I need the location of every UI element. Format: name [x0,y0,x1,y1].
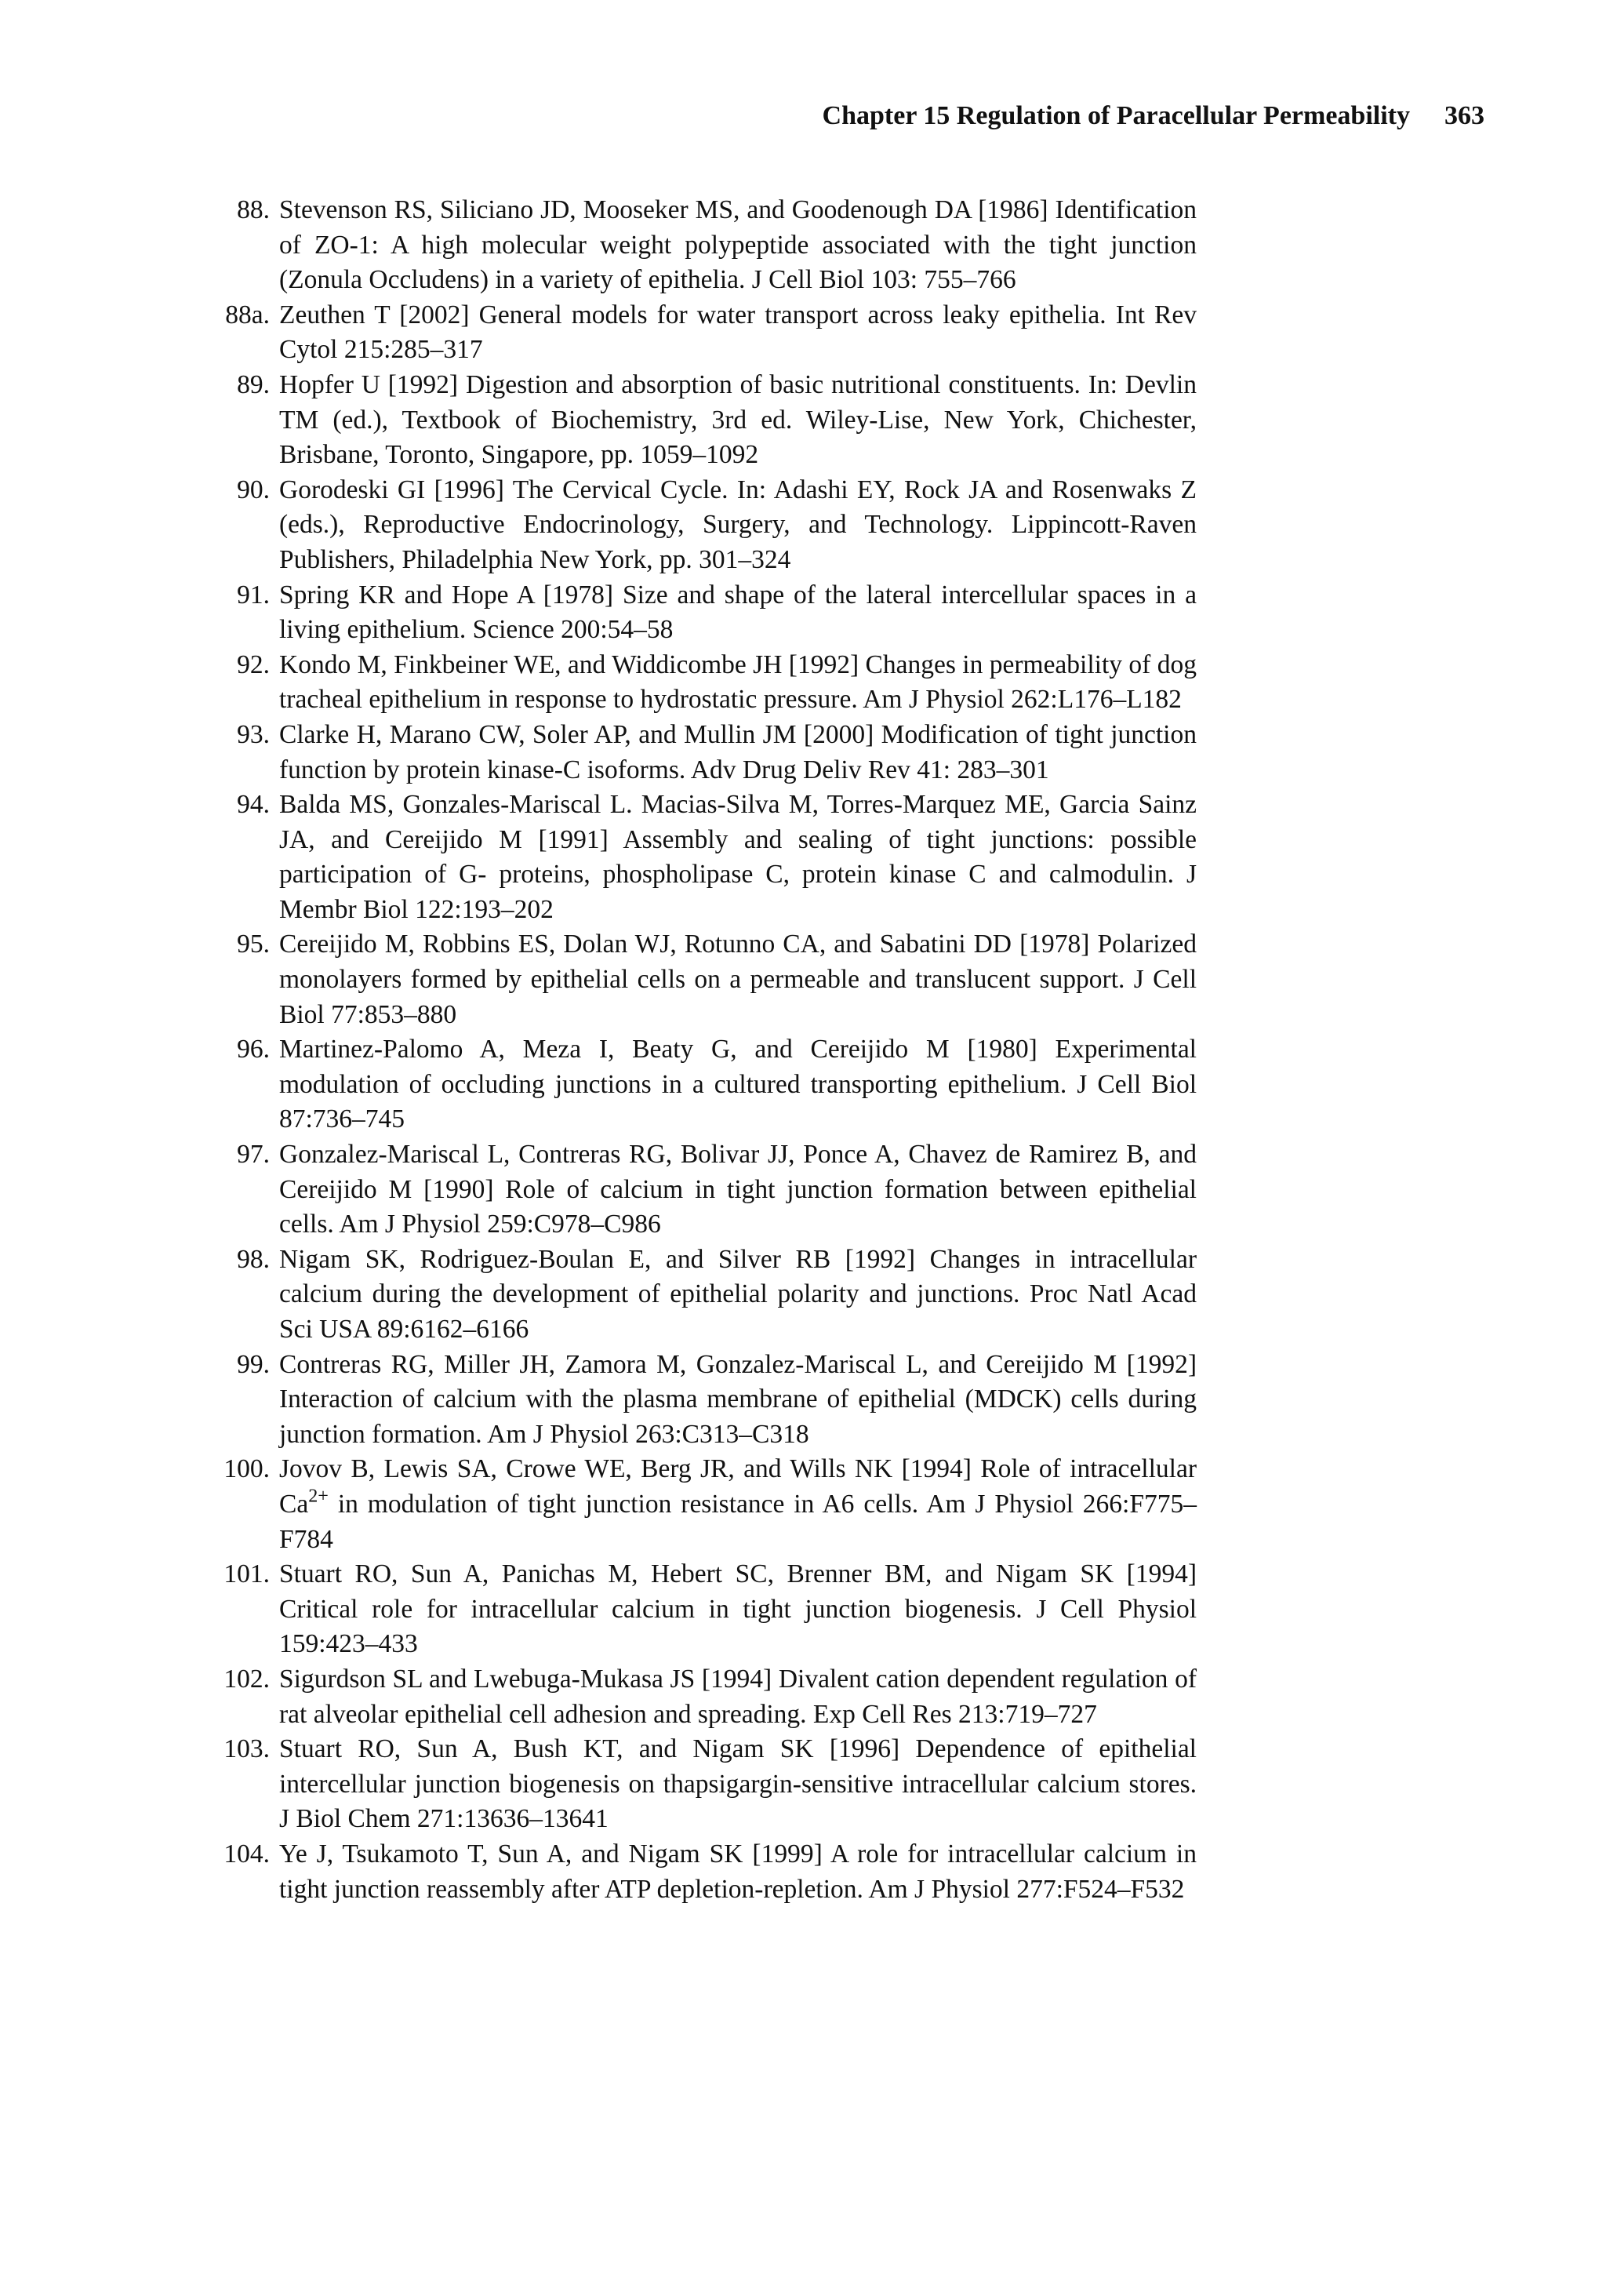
reference-item [237,578,1197,648]
reference-text-after: in modulation of tight junction resistance in A6 cells. Am J Physiol 266:F775–F784 [279,1489,1197,1554]
reference-item [237,648,1197,718]
reference-text: Zeuthen T [2002] General models for water transport across leaky epithelia. Int Rev Cytol 215:285–317 [279,300,1197,365]
reference-item [237,927,1197,1032]
reference-item [237,193,1197,298]
chapter-title: Chapter 15 Regulation of Paracellular Permeability [822,101,1410,130]
reference-item [223,1452,1197,1557]
reference-item [237,1348,1197,1453]
reference-item [237,788,1197,927]
reference-number: 94. [237,790,270,820]
reference-number: 88. [237,195,270,224]
reference-text: Sigurdson SL and Lwebuga-Mukasa JS [1994] Divalent cation dependent regulation of rat alveolar epithelial cell adhesion and spreading. Exp Cell Res 213:719–727 [279,1664,1197,1729]
reference-item [223,1557,1197,1662]
reference-item [237,1243,1197,1348]
reference-text-before: Jovov B, Lewis SA, Crowe WE, Berg JR, and Wills NK [1994] Role of intracellular Ca [279,1454,1197,1519]
reference-text: Martinez-Palomo A, Meza I, Beaty G, and Cereijido M [1980] Experimental modulation of occluding junctions in a cultured transporting epithelium. J Cell Biol 87:736–745 [279,1035,1197,1134]
reference-item [223,1837,1197,1907]
reference-number: 96. [237,1035,270,1064]
page-number: 363 [1444,101,1484,130]
reference-text: Gorodeski GI [1996] The Cervical Cycle. In: Adashi EY, Rock JA and Rosenwaks Z (eds.), Reproductive Endocrinology, Surgery, and Technology. Lippincott-Raven Publishers, Philadelphia New York, pp. 301–324 [279,475,1197,574]
reference-number: 102. [223,1664,270,1694]
reference-list [223,193,1197,1907]
reference-number: 93. [237,719,270,749]
reference-text: Clarke H, Marano CW, Soler AP, and Mullin JM [2000] Modification of tight junction function by protein kinase-C isoforms. Adv Drug Deliv Rev 41: 283–301 [279,719,1197,784]
reference-item [237,473,1197,578]
reference-text: Gonzalez-Mariscal L, Contreras RG, Bolivar JJ, Ponce A, Chavez de Ramirez B, and Cereijido M [1990] Role of calcium in tight junction formation between epithelial cells. Am J Physiol 259:C978–C986 [279,1140,1197,1239]
reference-item [225,298,1197,368]
superscript-charge: 2+ [308,1486,329,1507]
reference-number: 91. [237,580,270,609]
reference-text [279,1452,1197,1557]
reference-number: 88a. [225,300,270,329]
reference-number: 92. [237,650,270,679]
reference-number: 95. [237,930,270,959]
reference-item [237,718,1197,788]
reference-number: 99. [237,1349,270,1379]
reference-text: Ye J, Tsukamoto T, Sun A, and Nigam SK [1999] A role for intracellular calcium in tight junction reassembly after ATP depletion-repletion. Am J Physiol 277:F524–F532 [279,1839,1197,1904]
reference-text: Nigam SK, Rodriguez-Boulan E, and Silver RB [1992] Changes in intracellular calcium during the development of epithelial polarity and junctions. Proc Natl Acad Sci USA 89:6162–6166 [279,1244,1197,1344]
reference-item [237,368,1197,473]
reference-text: Kondo M, Finkbeiner WE, and Widdicombe JH [1992] Changes in permeability of dog tracheal epithelium in response to hydrostatic pressure. Am J Physiol 262:L176–L182 [279,650,1197,715]
reference-number: 97. [237,1140,270,1170]
reference-text: Contreras RG, Miller JH, Zamora M, Gonzalez-Mariscal L, and Cereijido M [1992] Interaction of calcium with the plasma membrane of epithelial (MDCK) cells during junction formation. Am J Physiol 263:C313–C318 [279,1349,1197,1449]
reference-item [237,1032,1197,1137]
reference-number: 89. [237,369,270,399]
reference-text: Cereijido M, Robbins ES, Dolan WJ, Rotunno CA, and Sabatini DD [1978] Polarized monolayers formed by epithelial cells on a permeable and translucent support. J Cell Biol 77:853–880 [279,930,1197,1029]
reference-text: Spring KR and Hope A [1978] Size and shape of the lateral intercellular spaces in a living epithelium. Science 200:54–58 [279,580,1197,645]
reference-text: Balda MS, Gonzales-Mariscal L. Macias-Silva M, Torres-Marquez ME, Garcia Sainz JA, and Cereijido M [1991] Assembly and sealing of tight junctions: possible participation of G- proteins, phospholipase C, protein kinase C and calmodulin. J Membr Biol 122:193–202 [279,790,1197,924]
reference-number: 98. [237,1244,270,1274]
reference-item [223,1662,1197,1732]
reference-number: 90. [237,475,270,504]
reference-text: Stuart RO, Sun A, Bush KT, and Nigam SK [1996] Dependence of epithelial intercellular junction biogenesis on thapsigargin-sensitive intracellular calcium stores. J Biol Chem 271:13636–13641 [279,1734,1197,1834]
reference-number: 101. [223,1559,270,1589]
running-head [823,100,1484,132]
reference-text: Hopfer U [1992] Digestion and absorption of basic nutritional constituents. In: Devlin TM (ed.), Textbook of Biochemistry, 3rd ed. Wiley-Lise, New York, Chichester, Brisbane, Toronto, Singapore, pp. 1059–1092 [279,369,1197,470]
reference-number: 100. [223,1454,270,1484]
reference-item [237,1137,1197,1243]
reference-number: 103. [223,1734,270,1764]
reference-number: 104. [223,1839,270,1868]
reference-text: Stuart RO, Sun A, Panichas M, Hebert SC, Brenner BM, and Nigam SK [1994] Critical role for intracellular calcium in tight junction biogenesis. J Cell Physiol 159:423–433 [279,1559,1197,1659]
reference-text: Stevenson RS, Siliciano JD, Mooseker MS, and Goodenough DA [1986] Identification of ZO-1: A high molecular weight polypeptide associated with the tight junction (Zonula Occludens) in a variety of epithelia. J Cell Biol 103: 755–766 [279,195,1197,295]
reference-item [223,1732,1197,1837]
